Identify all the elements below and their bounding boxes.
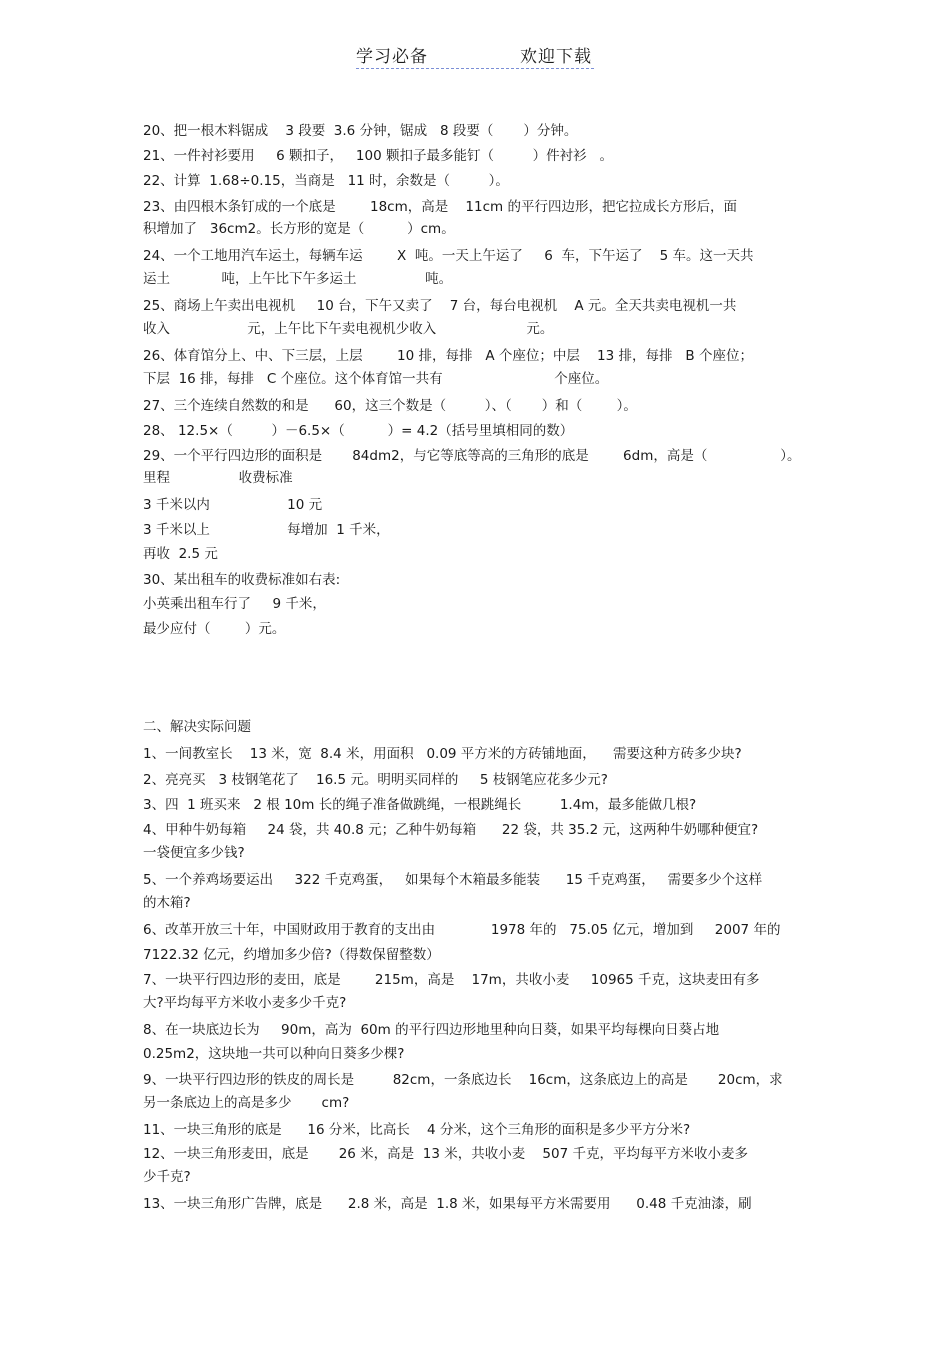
- problem-5-line-1: 5、一个养鸡场要运出 322 千克鸡蛋， 如果每个木箱最多能装 15 千克鸡蛋， 需要多少个这样: [143, 872, 763, 888]
- problem-5-line-2: 的木箱?: [143, 895, 191, 911]
- question-30-line-1: 30、某出租车的收费标准如右表:: [143, 572, 341, 588]
- question-23-line-2: 积增加了 36cm2。长方形的宽是（ ）cm。: [143, 221, 455, 237]
- question-20: 20、把一根木料锯成 3 段要 3.6 分钟，锯成 8 段要（ ）分钟。: [143, 123, 578, 139]
- question-24-line-1: 24、一个工地用汽车运土，每辆车运 X 吨。一天上午运了 6 车，下午运了 5 车。这一天共: [143, 248, 754, 264]
- question-22: 22、计算 1.68÷0.15，当商是 11 时，余数是（ ）。: [143, 173, 509, 189]
- problem-12-line-2: 少千克?: [143, 1169, 191, 1185]
- problem-9-line-1: 9、一块平行四边形的铁皮的周长是 82cm，一条底边长 16cm，这条底边上的高是 20cm，求: [143, 1072, 783, 1088]
- header-left-text: 学习必备: [356, 47, 428, 67]
- section-heading: 二、解决实际问题: [143, 719, 251, 735]
- header-right-text: 欢迎下载: [520, 47, 592, 67]
- page-header: [356, 42, 594, 69]
- problem-6-line-2: 7122.32 亿元，约增加多少倍?（得数保留整数）: [143, 947, 440, 963]
- problem-3: 3、四 1 班买来 2 根 10m 长的绳子准备做跳绳，一根跳绳长 1.4m，最多能做几根?: [143, 797, 697, 813]
- question-27: 27、三个连续自然数的和是 60，这三个数是（ ）、（ ）和（ ）。: [143, 398, 637, 414]
- problem-12-line-1: 12、一块三角形麦田，底是 26 米，高是 13 米，共收小麦 507 千克，平均每平方米收小麦多: [143, 1146, 748, 1162]
- question-26-line-1: 26、体育馆分上、中、下三层，上层 10 排，每排 A 个座位；中层 13 排，每排 B 个座位；: [143, 348, 753, 364]
- fare-table-row-2-cont: 再收 2.5 元: [143, 546, 218, 562]
- problem-8-line-2: 0.25m2，这块地一共可以种向日葵多少棵?: [143, 1046, 405, 1062]
- problem-6-line-1: 6、改革开放三十年，中国财政用于教育的支出由 1978 年的 75.05 亿元，增加到 2007 年的: [143, 922, 781, 938]
- fare-table-header: 里程 收费标准: [143, 470, 293, 486]
- problem-4-line-2: 一袋便宜多少钱?: [143, 845, 245, 861]
- fare-table-row-1: 3 千米以内 10 元: [143, 497, 323, 513]
- question-23-line-1: 23、由四根木条钉成的一个底是 18cm，高是 11cm 的平行四边形，把它拉成长方形后，面: [143, 199, 737, 215]
- question-25-line-2: 收入 元，上午比下午卖电视机少收入 元。: [143, 321, 554, 337]
- question-21: 21、一件衬衫要用 6 颗扣子， 100 颗扣子最多能钉（ ）件衬衫 。: [143, 148, 613, 164]
- problem-7-line-1: 7、一块平行四边形的麦田，底是 215m，高是 17m，共收小麦 10965 千克，这块麦田有多: [143, 972, 760, 988]
- question-29: 29、一个平行四边形的面积是 84dm2，与它等底等高的三角形的底是 6dm，高是（ ）。: [143, 448, 801, 464]
- question-26-line-2: 下层 16 排，每排 C 个座位。这个体育馆一共有 个座位。: [143, 371, 609, 387]
- problem-8-line-1: 8、在一块底边长为 90m，高为 60m 的平行四边形地里种向日葵，如果平均每棵向日葵占地: [143, 1022, 720, 1038]
- problem-1: 1、一间教室长 13 米，宽 8.4 米，用面积 0.09 平方米的方砖铺地面， 需要这种方砖多少块?: [143, 746, 742, 762]
- question-28: 28、 12.5×（ ）－6.5×（ ）= 4.2（括号里填相同的数）: [143, 423, 574, 439]
- fare-table-row-2: 3 千米以上 每增加 1 千米，: [143, 522, 390, 538]
- problem-4-line-1: 4、甲种牛奶每箱 24 袋，共 40.8 元；乙种牛奶每箱 22 袋，共 35.2 元，这两种牛奶哪种便宜?: [143, 822, 759, 838]
- problem-13: 13、一块三角形广告牌，底是 2.8 米，高是 1.8 米，如果每平方米需要用 0.48 千克油漆，刷: [143, 1196, 752, 1212]
- problem-11: 11、一块三角形的底是 16 分米，比高长 4 分米，这个三角形的面积是多少平方分米?: [143, 1122, 691, 1138]
- question-25-line-1: 25、商场上午卖出电视机 10 台，下午又卖了 7 台，每台电视机 A 元。全天共卖电视机一共: [143, 298, 737, 314]
- problem-9-line-2: 另一条底边上的高是多少 cm?: [143, 1095, 350, 1111]
- question-24-line-2: 运土 吨，上午比下午多运土 吨。: [143, 271, 453, 287]
- problem-7-line-2: 大?平均每平方米收小麦多少千克?: [143, 995, 347, 1011]
- question-30-line-3: 最少应付（ ）元。: [143, 621, 286, 637]
- problem-2: 2、亮亮买 3 枝钢笔花了 16.5 元。明明买同样的 5 枝钢笔应花多少元?: [143, 772, 608, 788]
- question-30-line-2: 小英乘出租车行了 9 千米，: [143, 596, 326, 612]
